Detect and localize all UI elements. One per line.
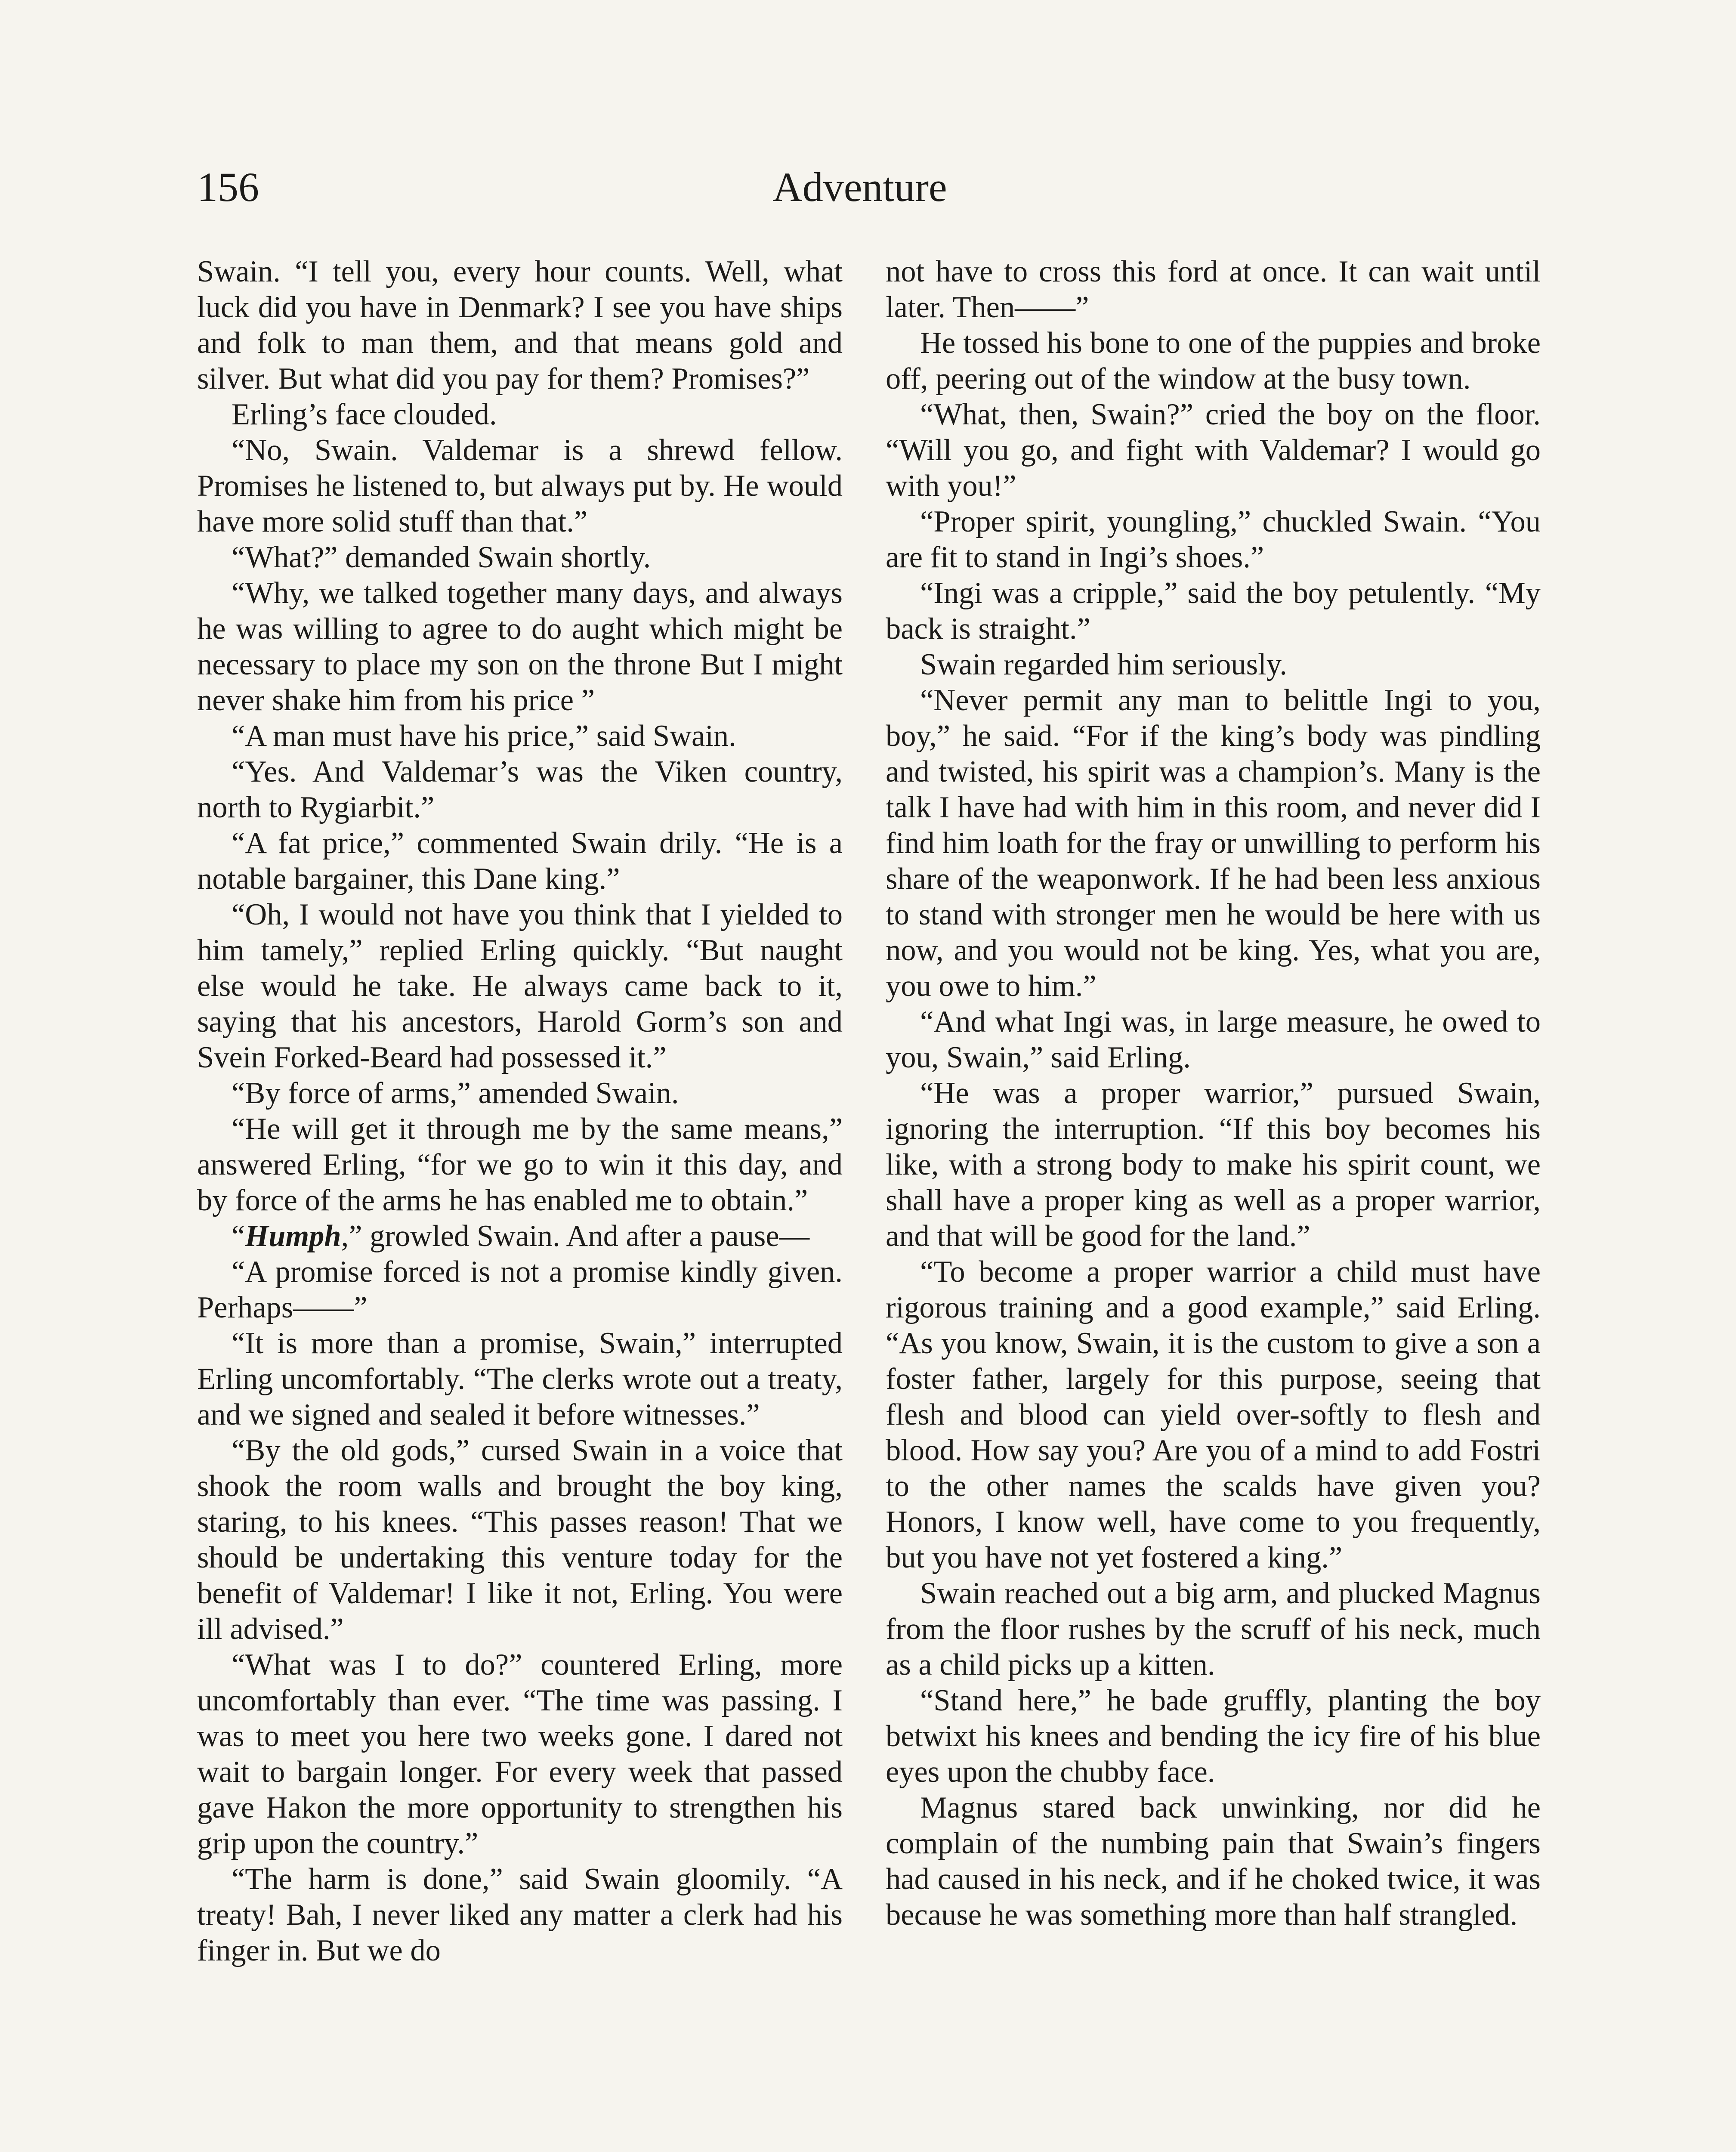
paragraph: “A promise forced is not a promise kindly given. Perhaps——”: [197, 1255, 843, 1324]
paragraph: “A fat price,” commented Swain drily. “He is a notable bargainer, this Dane king.”: [197, 826, 843, 896]
left-column: [197, 254, 843, 1969]
paragraph: “What was I to do?” countered Erling, more uncomfortably than ever. “The time was passing. I was to meet you here two weeks gone. I dared not wait to bargain longer. For every week that passed gave Hakon the more opportunity to strengthen his grip upon the country.”: [197, 1648, 843, 1860]
paragraph: Swain. “I tell you, every hour counts. Well, what luck did you have in Denmark? I see you have ships and folk to man them, and that means gold and silver. But what did you pay for them? Promises?”: [197, 255, 843, 396]
paragraph: “He will get it through me by the same means,” answered Erling, “for we go to win it this day, and by force of the arms he has enabled me to obtain.”: [197, 1112, 843, 1217]
paragraph: “What?” demanded Swain shortly.: [232, 541, 651, 574]
running-head: Adventure: [772, 164, 947, 210]
paragraph: “Ingi was a cripple,” said the boy petulently. “My back is straight.”: [886, 576, 1541, 646]
paragraph: “The harm is done,” said Swain gloomily. “A treaty! Bah, I never liked any matter a clerk had his finger in. But we do: [197, 1862, 843, 1967]
paragraph: Magnus stared back unwinking, nor did he complain of the numbing pain that Swain’s fingers had caused in his neck, and if he choked twice, it was because he was something more than half strangled.: [886, 1791, 1541, 1932]
right-column: [886, 254, 1541, 1933]
paragraph: “Proper spirit, youngling,” chuckled Swain. “You are fit to stand in Ingi’s shoes.”: [886, 505, 1541, 574]
paragraph: “It is more than a promise, Swain,” interrupted Erling uncomfortably. “The clerks wrote out a treaty, and we signed and sealed it before witnesses.”: [197, 1326, 843, 1432]
paragraph: He tossed his bone to one of the puppies and broke off, peering out of the window at the busy town.: [886, 326, 1541, 396]
paragraph: “And what Ingi was, in large measure, he owed to you, Swain,” said Erling.: [886, 1005, 1541, 1074]
paragraph: “Oh, I would not have you think that I yielded to him tamely,” replied Erling quickly. “But naught else would he take. He always came back to it, saying that his ancestors, Harold Gorm’s son and Svein Forked-Beard had possessed it.”: [197, 898, 843, 1074]
paragraph: “Stand here,” he bade gruffly, planting the boy betwixt his knees and bending the icy fire of his blue eyes upon the chubby face.: [886, 1684, 1541, 1789]
paragraph: “What, then, Swain?” cried the boy on the floor. “Will you go, and fight with Valdemar? I would go with you!”: [886, 398, 1541, 503]
paragraph: “To become a proper warrior a child must have rigorous training and a good example,” said Erling. “As you know, Swain, it is the custom to give a son a foster father, largely for this purpose, seeing that flesh and blood can yield over-softly to flesh and blood. How say you? Are you of a mind to add Fostri to the other names the scalds have given you? Honors, I know well, have come to you frequently, but you have not yet fostered a king.”: [886, 1255, 1541, 1574]
paragraph: Swain regarded him seriously.: [920, 648, 1287, 681]
paragraph: “Why, we talked together many days, and always he was willing to agree to do aught which might be necessary to place my son on the throne But I might never shake him from his price ”: [197, 576, 843, 717]
paragraph: “Yes. And Valdemar’s was the Viken country, north to Rygiarbit.”: [197, 755, 843, 824]
paragraph: “He was a proper warrior,” pursued Swain, ignoring the interruption. “If this boy becomes his like, with a strong body to make his spirit count, we shall have a proper king as well as a proper warrior, and that will be good for the land.”: [886, 1076, 1541, 1253]
page-header: [197, 155, 1523, 220]
paragraph: not have to cross this ford at once. It can wait until later. Then——”: [886, 255, 1541, 324]
italic-humph: Humph: [245, 1219, 341, 1253]
paragraph: Erling’s face clouded.: [232, 398, 497, 431]
paragraph: “Never permit any man to belittle Ingi to you, boy,” he said. “For if the king’s body was pindling and twisted, his spirit was a champion’s. Many is the talk I have had with him in this room, and never did I find him loath for the fray or unwilling to perform his share of the weaponwork. If he had been less anxious to stand with stronger men he would be here with us now, and you would not be king. Yes, what you are, you owe to him.”: [886, 683, 1541, 1003]
paragraph: “No, Swain. Valdemar is a shrewd fellow. Promises he listened to, but always put by. He would have more solid stuff than that.”: [197, 433, 843, 538]
paragraph: “By the old gods,” cursed Swain in a voice that shook the room walls and brought the boy king, staring, to his knees. “This passes reason! That we should be undertaking this venture today for the benefit of Valdemar! I like it not, Erling. You were ill advised.”: [197, 1434, 843, 1646]
paragraph: “By force of arms,” amended Swain.: [232, 1076, 679, 1110]
paragraph-humph: “Humph,” growled Swain. And after a pause—: [232, 1219, 810, 1253]
paragraph: Swain reached out a big arm, and plucked Magnus from the floor rushes by the scruff of his neck, much as a child picks up a kitten.: [886, 1577, 1541, 1682]
paragraph: “A man must have his price,” said Swain.: [232, 719, 736, 753]
page-number: 156: [197, 164, 259, 210]
